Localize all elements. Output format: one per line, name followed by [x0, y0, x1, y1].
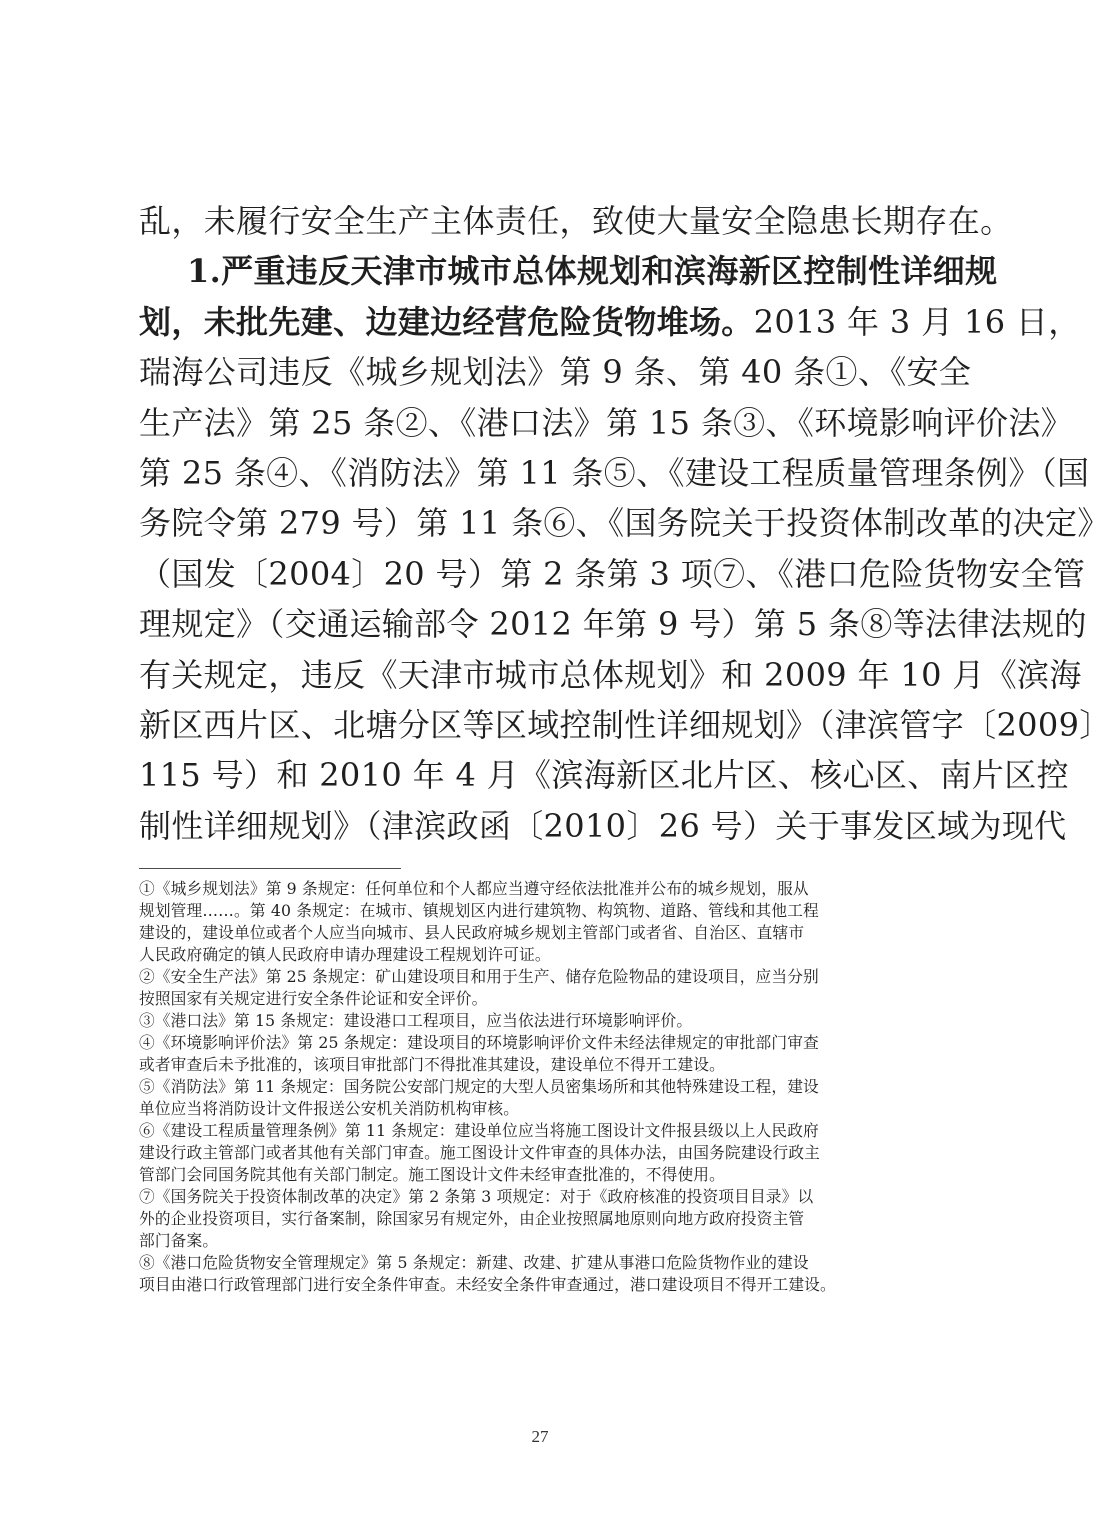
footnote-line: 建设行政主管部门或者其他有关部门审查。施工图设计文件审查的具体办法，由国务院建设行政主: [139, 1143, 821, 1162]
footnote-line: ④《环境影响评价法》第 25 条规定：建设项目的环境影响评价文件未经法律规定的审批部门审查: [139, 1033, 819, 1052]
regular-text: 第 25 条④、《消防法》第 11 条⑤、《建设工程质量管理条例》（国: [139, 453, 1090, 492]
footnote-line: ⑦《国务院关于投资体制改革的决定》第 2 条第 3 项规定：对于《政府核准的投资项目目录》以: [139, 1187, 814, 1206]
section-heading-line: [139, 246, 998, 296]
section-heading: 1.严重违反天津市城市总体规划和滨海新区控制性详细规: [187, 252, 998, 291]
footnote-line: 单位应当将消防设计文件报送公安机关消防机构审核。: [139, 1099, 520, 1118]
page-number: 27: [531, 1427, 549, 1446]
footnote-separator: [139, 868, 401, 869]
body-line: [139, 448, 1090, 498]
body-line: [139, 498, 1110, 548]
footnote-line: ⑧《港口危险货物安全管理规定》第 5 条规定：新建、改建、扩建从事港口危险货物作业的建设: [139, 1253, 809, 1272]
body-line: [139, 347, 972, 397]
regular-text: 有关规定，违反《天津市城市总体规划》和 2009 年 10 月《滨海: [139, 655, 1082, 694]
regular-text: 生产法》第 25 条②、《港口法》第 15 条③、《环境影响评价法》: [139, 403, 1074, 442]
body-line: [139, 801, 1067, 851]
regular-text: 115 号）和 2010 年 4 月《滨海新区北片区、核心区、南片区控: [139, 756, 1069, 795]
regular-text: 务院令第 279 号）第 11 条⑥、《国务院关于投资体制改革的决定》: [139, 504, 1110, 543]
footnote-line: ②《安全生产法》第 25 条规定：矿山建设项目和用于生产、储存危险物品的建设项目，应当分别: [139, 967, 819, 986]
footnote-line: 部门备案。: [139, 1231, 219, 1250]
regular-text: 瑞海公司违反《城乡规划法》第 9 条、第 40 条①、《安全: [139, 353, 972, 392]
regular-text: 制性详细规划》（津滨政函〔2010〕26 号）关于事发区域为现代: [139, 806, 1067, 845]
footnote-line: 管部门会同国务院其他有关部门制定。施工图设计文件未经审查批准的，不得使用。: [139, 1165, 725, 1184]
body-line: [139, 650, 1082, 700]
body-line: [139, 196, 1013, 246]
footnote-line: 或者审查后未予批准的，该项目审批部门不得批准其建设，建设单位不得开工建设。: [139, 1055, 725, 1074]
footnote-line: ⑤《消防法》第 11 条规定：国务院公安部门规定的大型人员密集场所和其他特殊建设工程，建设: [139, 1077, 819, 1096]
footnote-line: 外的企业投资项目，实行备案制，除国家另有规定外，由企业按照属地原则向地方政府投资主管: [139, 1209, 805, 1228]
body-line: [139, 599, 1087, 649]
footnote-line: 项目由港口行政管理部门进行安全条件审查。未经安全条件审查通过，港口建设项目不得开工建设。: [139, 1275, 836, 1294]
body-text: [139, 196, 1112, 851]
footnote-line: ③《港口法》第 15 条规定：建设港口工程项目，应当依法进行环境影响评价。: [139, 1011, 693, 1030]
footnote-line: ①《城乡规划法》第 9 条规定：任何单位和个人都应当遵守经依法批准并公布的城乡规划，服从: [139, 879, 809, 898]
footnotes: [139, 878, 941, 1296]
body-line: [139, 700, 1112, 750]
body-line: [139, 297, 1081, 347]
footnote-line: ⑥《建设工程质量管理条例》第 11 条规定：建设单位应当将施工图设计文件报县级以上人民政府: [139, 1121, 819, 1140]
regular-text: 新区西片区、北塘分区等区域控制性详细规划》（津滨管字〔2009〕: [139, 705, 1112, 744]
footnote-line: 规划管理……。第 40 条规定：在城市、镇规划区内进行建筑物、构筑物、道路、管线和其他工程: [139, 901, 819, 920]
footnote-line: 人民政府确定的镇人民政府申请办理建设工程规划许可证。: [139, 945, 551, 964]
footnote-line: 按照国家有关规定进行安全条件论证和安全评价。: [139, 989, 488, 1008]
footnote-line: 建设的，建设单位或者个人应当向城市、县人民政府城乡规划主管部门或者省、自治区、直辖市: [139, 923, 805, 942]
regular-text: 理规定》（交通运输部令 2012 年第 9 号）第 5 条⑧等法律法规的: [139, 605, 1087, 644]
regular-text: 2013 年 3 月 16 日，: [753, 302, 1081, 341]
regular-text: 乱，未履行安全生产主体责任，致使大量安全隐患长期存在。: [139, 202, 1013, 240]
body-line: [139, 398, 1074, 448]
section-heading-continued: 划，未批先建、边建边经营危险货物堆场。: [139, 302, 754, 341]
body-line: [139, 750, 1069, 800]
regular-text: （国发〔2004〕20 号）第 2 条第 3 项⑦、《港口危险货物安全管: [139, 554, 1086, 593]
body-line: [139, 549, 1086, 599]
